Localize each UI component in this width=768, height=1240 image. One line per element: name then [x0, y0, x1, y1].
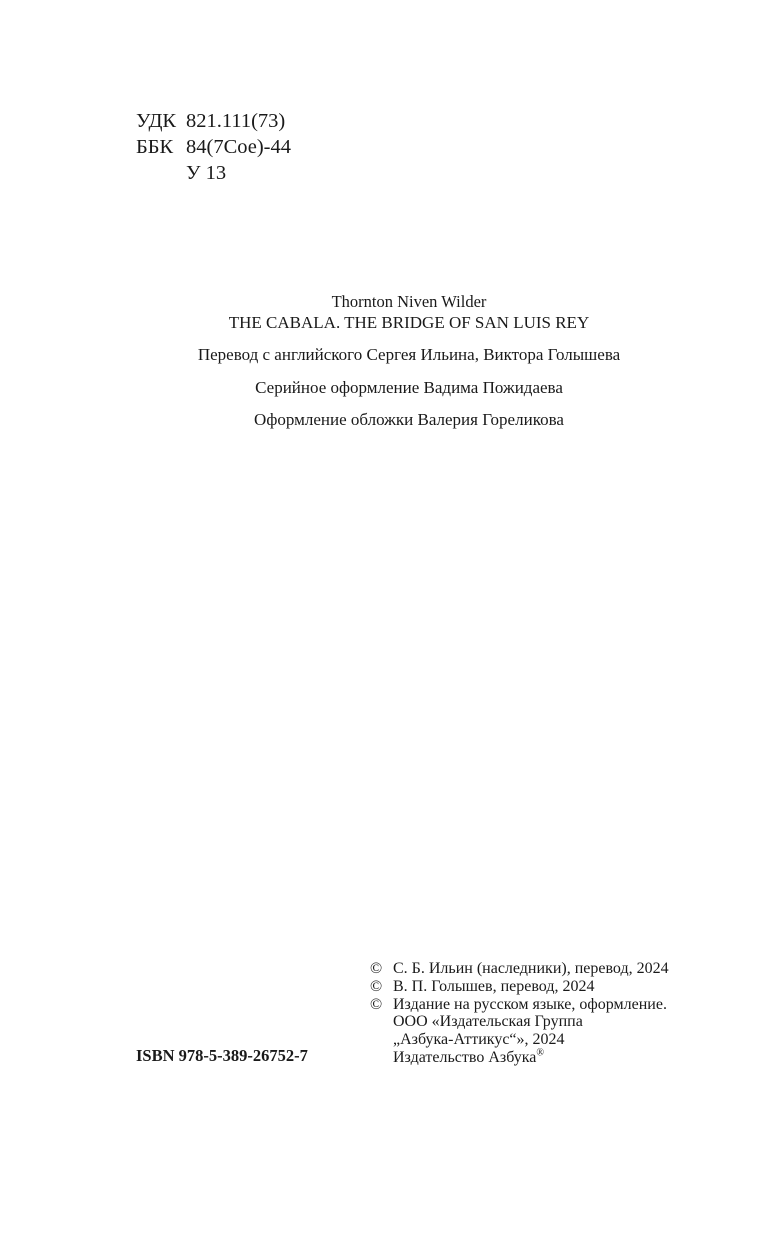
publisher-name: Издательство Азбука — [393, 1048, 537, 1066]
original-title: THE CABALA. THE BRIDGE OF SAN LUIS REY — [228, 313, 590, 332]
copyright-symbol: © — [370, 977, 383, 995]
copyright-block — [370, 960, 669, 1067]
title-block — [0, 292, 768, 442]
copyright-text: В. П. Голышев, перевод, 2024 — [393, 977, 595, 995]
translation-credit: Перевод с английского Сергея Ильина, Виктора Голышева — [197, 345, 621, 364]
udk-line — [136, 108, 291, 134]
registered-mark: ® — [536, 1047, 544, 1059]
copyright-text: Издание на русском языке, оформление. — [393, 995, 667, 1013]
author-mark-line — [136, 160, 291, 186]
series-design-credit: Серийное оформление Вадима Пожидаева — [255, 377, 563, 397]
publisher-line — [370, 1049, 669, 1067]
bbk-value: 84(7Сое)-44 — [186, 136, 292, 158]
classification-block — [136, 108, 291, 186]
copyright-symbol: © — [370, 995, 383, 1013]
cover-design-credit: Оформление обложки Валерия Гореликова — [254, 410, 564, 429]
isbn: ISBN 978-5-389-26752-7 — [136, 1046, 308, 1065]
bbk-line — [136, 134, 291, 160]
udk-value: 821.111(73) — [186, 110, 286, 132]
copyright-continuation: „Азбука-Аттикус“», 2024 — [393, 1031, 565, 1049]
copyright-line — [370, 996, 669, 1014]
copyright-line — [370, 978, 669, 996]
copyright-symbol: © — [370, 960, 383, 977]
copyright-text: С. Б. Ильин (наследники), перевод, 2024 — [393, 960, 669, 977]
copyright-continuation: ООО «Издательская Группа — [393, 1013, 583, 1031]
copyright-line — [370, 960, 669, 978]
original-author: Thornton Niven Wilder — [331, 292, 487, 311]
author-mark: У 13 — [186, 162, 227, 184]
udk-label: УДК — [136, 110, 177, 132]
bbk-label: ББК — [136, 136, 174, 158]
